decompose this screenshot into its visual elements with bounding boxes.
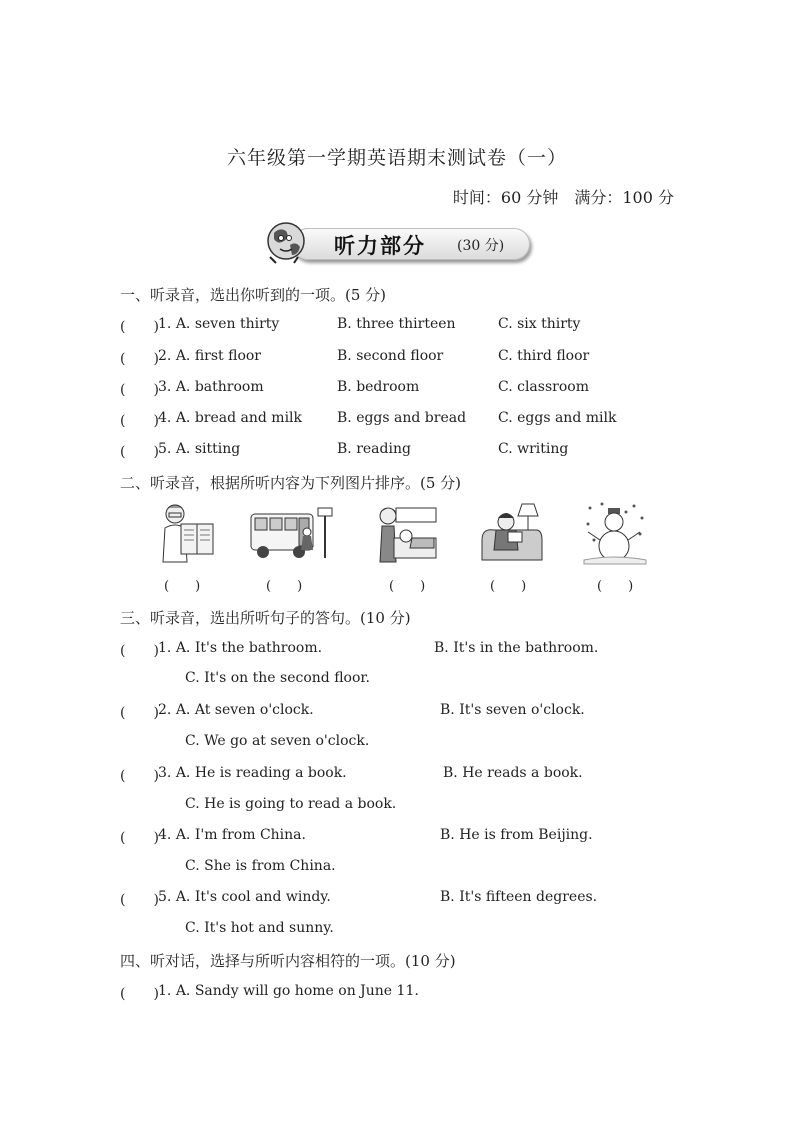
part4-paren-1[interactable]: ( ) <box>120 986 159 1002</box>
section-2-heading: 二、听录音，根据所听内容为下列图片排序。(5 分) <box>120 474 462 492</box>
part1-q4-b: B. eggs and bread <box>337 410 467 426</box>
globe-mascot-icon <box>262 219 312 265</box>
part3-paren-3[interactable]: ( ) <box>120 768 159 784</box>
snowman-icon <box>582 500 648 566</box>
part3-q3-b: B. He reads a book. <box>443 765 583 781</box>
part1-q1: 1. A. seven thirty <box>158 316 280 332</box>
picture-paren-3[interactable]: ( ) <box>389 579 426 594</box>
section-banner <box>262 219 530 265</box>
man-reading-newspaper-icon <box>155 500 215 566</box>
part3-q4-c: C. She is from China. <box>185 858 336 874</box>
part3-q5-c: C. It's hot and sunny. <box>185 920 334 936</box>
part1-q3: 3. A. bathroom <box>158 379 264 395</box>
part1-q1-c: C. six thirty <box>498 316 581 332</box>
part1-q1-b: B. three thirteen <box>337 316 456 332</box>
part1-paren-4[interactable]: ( ) <box>120 413 159 429</box>
picture-paren-5[interactable]: ( ) <box>597 579 634 594</box>
part1-q4-c: C. eggs and milk <box>498 410 617 426</box>
boy-in-bed-icon <box>372 500 438 566</box>
part3-paren-5[interactable]: ( ) <box>120 892 159 908</box>
part3-paren-4[interactable]: ( ) <box>120 830 159 846</box>
part1-q2-c: C. third floor <box>498 348 590 364</box>
part1-q4: 4. A. bread and milk <box>158 410 303 426</box>
page-title: 六年级第一学期英语期末测试卷（一） <box>226 147 567 169</box>
banner-label: 听力部分 <box>334 234 426 258</box>
part3-q1-b: B. It's in the bathroom. <box>434 640 599 656</box>
girl-on-sofa-icon <box>478 500 544 566</box>
bus-at-stop-icon <box>249 500 337 566</box>
picture-paren-4[interactable]: ( ) <box>490 579 527 594</box>
part3-q2-c: C. We go at seven o'clock. <box>185 733 370 749</box>
section-1-heading: 一、听录音，选出你听到的一项。(5 分) <box>120 286 387 304</box>
section-3-heading: 三、听录音，选出所听句子的答句。(10 分) <box>120 609 411 627</box>
part3-q2: 2. A. At seven o'clock. <box>158 702 314 718</box>
part1-q5: 5. A. sitting <box>158 441 241 457</box>
part1-q5-c: C. writing <box>498 441 569 457</box>
part3-q3: 3. A. He is reading a book. <box>158 765 347 781</box>
part1-q3-b: B. bedroom <box>337 379 420 395</box>
part1-paren-2[interactable]: ( ) <box>120 351 159 367</box>
part3-q5: 5. A. It's cool and windy. <box>158 889 331 905</box>
part3-paren-2[interactable]: ( ) <box>120 705 159 721</box>
part3-q4-b: B. He is from Beijing. <box>440 827 593 843</box>
picture-paren-2[interactable]: ( ) <box>266 579 303 594</box>
part3-q1-c: C. It's on the second floor. <box>185 670 370 686</box>
part1-q3-c: C. classroom <box>498 379 589 395</box>
picture-paren-1[interactable]: ( ) <box>164 579 201 594</box>
part3-q5-b: B. It's fifteen degrees. <box>440 889 598 905</box>
part3-paren-1[interactable]: ( ) <box>120 643 159 659</box>
part4-q1: 1. A. Sandy will go home on June 11. <box>158 983 419 999</box>
part3-q4: 4. A. I'm from China. <box>158 827 306 843</box>
part1-paren-1[interactable]: ( ) <box>120 319 159 335</box>
part1-q5-b: B. reading <box>337 441 411 457</box>
banner-score: (30 分) <box>457 238 505 254</box>
exam-meta: 时间：60 分钟 满分：100 分 <box>452 188 674 207</box>
part1-q2: 2. A. first floor <box>158 348 262 364</box>
part1-paren-5[interactable]: ( ) <box>120 444 159 460</box>
part3-q3-c: C. He is going to read a book. <box>185 796 397 812</box>
part1-paren-3[interactable]: ( ) <box>120 382 159 398</box>
part3-q1: 1. A. It's the bathroom. <box>158 640 323 656</box>
part1-q2-b: B. second floor <box>337 348 444 364</box>
section-4-heading: 四、听对话，选择与所听内容相符的一项。(10 分) <box>120 952 456 970</box>
part3-q2-b: B. It's seven o'clock. <box>440 702 585 718</box>
